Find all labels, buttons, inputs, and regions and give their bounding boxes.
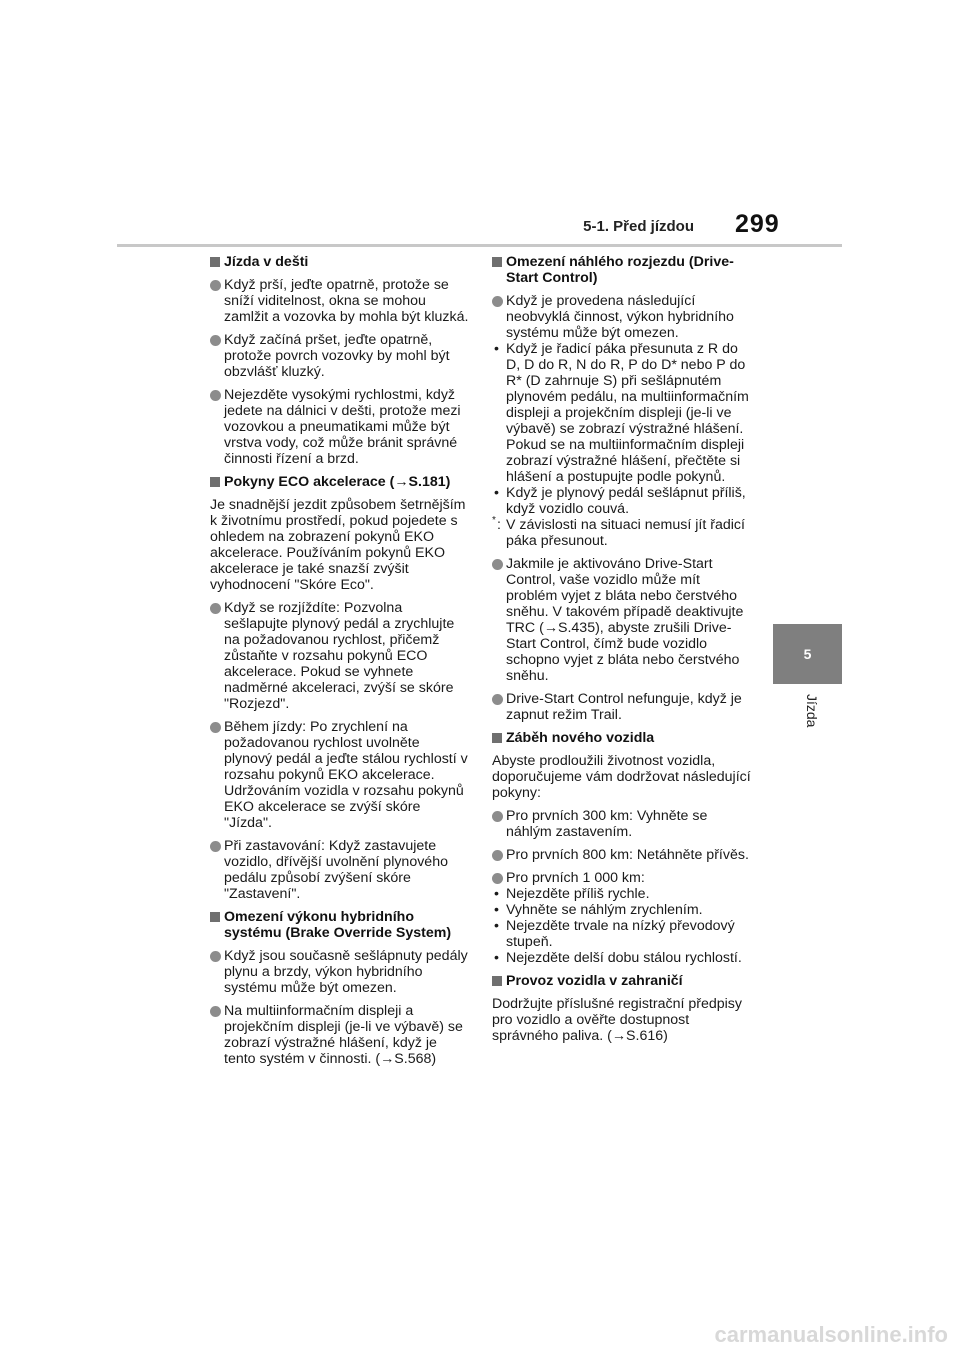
section-heading: Provoz vozidla v zahraničí (492, 973, 752, 989)
bullet-item: Nejezděte vysokými rychlostmi, když jedete na dálnici v dešti, protože mezi vozovkou a pneumatikami může být vrstva vody, což může bránit správné činnosti řízení a brzd. (210, 387, 470, 467)
bullet-item: Když začíná pršet, jeďte opatrně, protože povrch vozovky by mohl být obzvlášť kluzký. (210, 332, 470, 380)
bullet-item: Na multiinformačním displeji a projekčním displeji (je-li ve výbavě) se zobrazí výstražné hlášení, když je tento systém v činnosti. (→S.568) (210, 1003, 470, 1067)
sub-list-item: • Když je řadicí páka přesunuta z R do D, D do R, N do R, P do D* nebo P do R* (D zahrnuje S) při sešlápnutém plynovém pedálu, na multiinformačním displeji a projekčním displeji (je-li ve výbavě) se zobrazí výstražné hlášení. Pokud se na multiinformačním displeji zobrazí výstražné hlášení, přečtěte si hlášení a postupujte podle pokynů. (492, 341, 752, 485)
bullet-dot-icon (210, 722, 221, 733)
bullet-dot-icon (492, 296, 503, 307)
section-heading: Pokyny ECO akcelerace (→S.181) (210, 474, 470, 490)
bullet-item: Pro prvních 800 km: Netáhněte přívěs. (492, 847, 752, 863)
left-column (210, 254, 470, 1074)
bullet-dot-icon (492, 694, 503, 705)
bullet-item: Pro prvních 1 000 km: (492, 870, 752, 886)
header-divider (117, 244, 842, 247)
section-heading: Jízda v dešti (210, 254, 470, 270)
bullet-dot-icon (210, 335, 221, 346)
sub-list-item: • Nejezděte delší dobu stálou rychlostí. (492, 950, 752, 966)
bullet-item: Když prší, jeďte opatrně, protože se sníží viditelnost, okna se mohou zamlžit a vozovka by mohla být kluzká. (210, 277, 470, 325)
watermark: carmanualsonline.info (714, 1322, 948, 1347)
bullet-dot-icon (210, 841, 221, 852)
bullet-item: Během jízdy: Po zrychlení na požadovanou rychlost uvolněte plynový pedál a jeďte stálou rychlostí v rozsahu pokynů EKO akcelerace. Udržováním vozidla v rozsahu pokynů EKO akcelerace se zvýší skóre "Jízda". (210, 719, 470, 831)
footnote: * : V závislosti na situaci nemusí jít řadicí páka přesunout. (492, 515, 745, 549)
paragraph: Dodržujte příslušné registrační předpisy pro vozidlo a ověřte dostupnost správného paliva. (→S.616) (492, 996, 742, 1044)
sub-list-item: • Nejezděte příliš rychle. (492, 886, 752, 902)
section-title: 5-1. Před jízdou (583, 218, 694, 235)
bullet-dot-icon (210, 390, 221, 401)
section-heading: Omezení výkonu hybridního systému (Brake Override System) (210, 909, 470, 941)
right-column (492, 254, 752, 1051)
sub-list-item: • Když je plynový pedál sešlápnut příliš, když vozidlo couvá. (492, 485, 752, 517)
bullet-dot-icon (210, 603, 221, 614)
bullet-item: Když se rozjíždíte: Pozvolna sešlapujte plynový pedál a zrychlujte na požadovanou rychlost, přičemž zůstaňte v rozsahu pokynů ECO akcelerace. Pokud se vyhnete nadměrné akceleraci, zvýší se skóre "Rozjezd". (210, 600, 470, 712)
chapter-tab-number: 5 (773, 624, 842, 684)
section-heading: Záběh nového vozidla (492, 730, 752, 746)
bullet-dot-icon (210, 1006, 221, 1017)
bullet-dot-icon (492, 850, 503, 861)
bullet-dot-icon (210, 280, 221, 291)
bullet-dot-icon (492, 559, 503, 570)
bullet-item: Když jsou současně sešlápnuty pedály plynu a brzdy, výkon hybridního systému může být omezen. (210, 948, 470, 996)
bullet-item: Při zastavování: Když zastavujete vozidlo, dřívější uvolnění plynového pedálu způsobí zvýšení skóre "Zastavení". (210, 838, 470, 902)
paragraph: Abyste prodloužili životnost vozidla, doporučujeme vám dodržovat následující pokyny: (492, 753, 751, 801)
bullet-item: Když je provedena následující neobvyklá činnost, výkon hybridního systému může být omezen. (492, 293, 752, 341)
bullet-item: Pro prvních 300 km: Vyhněte se náhlým zastavením. (492, 808, 752, 840)
page-number: 299 (735, 210, 780, 238)
bullet-dot-icon (210, 951, 221, 962)
sub-list-item: • Nejezděte trvale na nízký převodový stupeň. (492, 918, 752, 950)
section-heading: Omezení náhlého rozjezdu (Drive-Start Control) (492, 254, 752, 286)
bullet-dot-icon (492, 811, 503, 822)
sub-list-item: • Vyhněte se náhlým zrychlením. (492, 902, 752, 918)
chapter-tab-label: Jízda (804, 694, 820, 728)
bullet-dot-icon (492, 873, 503, 884)
paragraph: Je snadnější jezdit způsobem šetrnějším k životnímu prostředí, pokud pojedete s ohledem na zobrazení pokynů EKO akcelerace. Používáním pokynů EKO akcelerace je také snazší zvýšit vyhodnocení "Skóre Eco". (210, 497, 466, 593)
bullet-item: Jakmile je aktivováno Drive-Start Control, vaše vozidlo může mít problém vyjet z bláta nebo čerstvého sněhu. V takovém případě deaktivujte TRC (→S.435), abyste zrušili Drive-Start Control, čímž bude vozidlo schopno vyjet z bláta nebo čerstvého sněhu. (492, 556, 752, 684)
bullet-item: Drive-Start Control nefunguje, když je zapnut režim Trail. (492, 691, 752, 723)
